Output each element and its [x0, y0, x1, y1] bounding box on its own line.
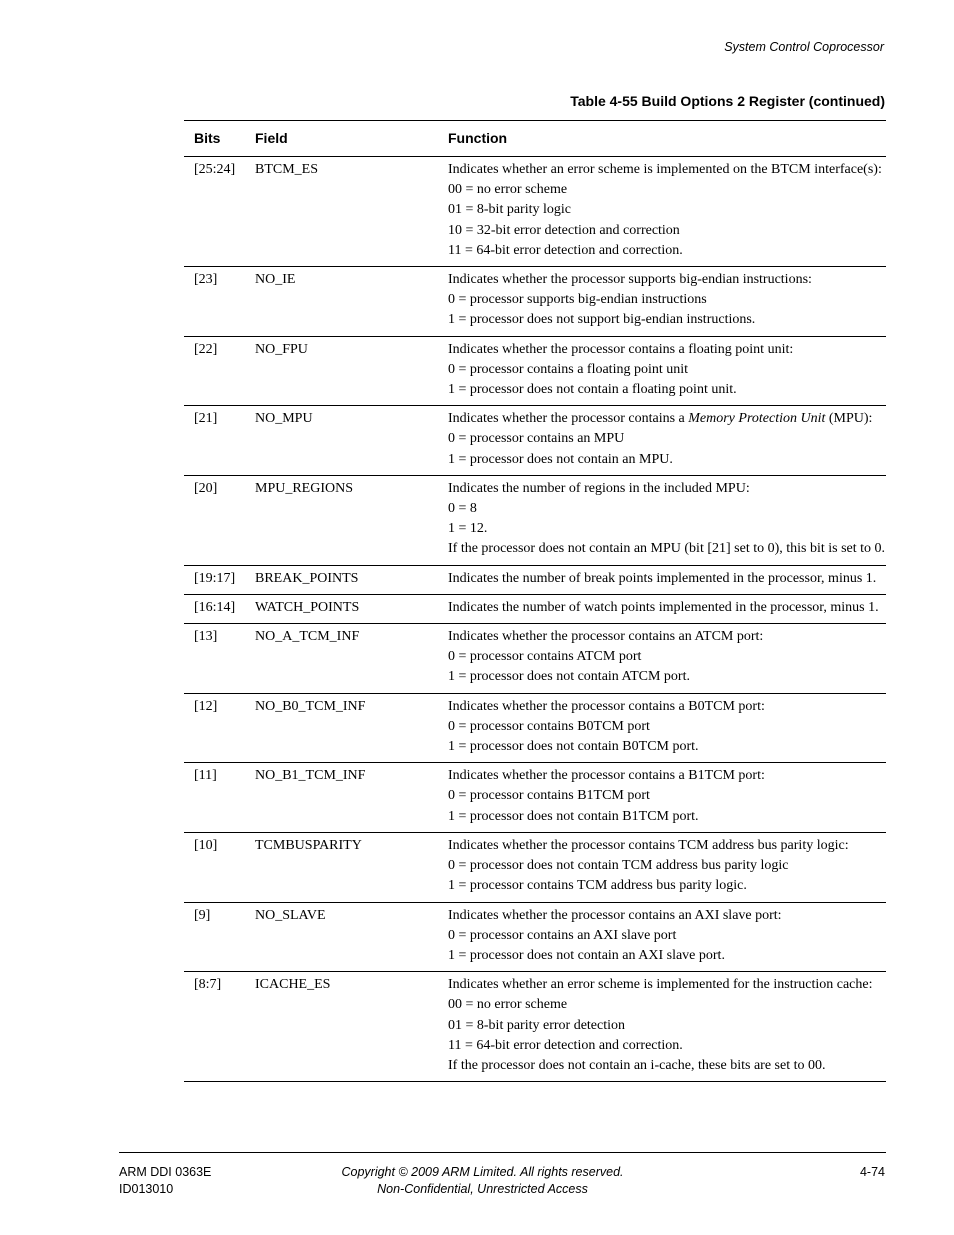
function-line — [448, 737, 886, 757]
function-text: 0 = processor contains B0TCM port — [448, 718, 650, 734]
function-line — [448, 180, 886, 200]
function-line — [448, 995, 886, 1015]
function-text: 1 = processor does not contain an AXI slave port. — [448, 947, 725, 963]
function-text: Indicates whether an error scheme is implemented for the instruction cache: — [448, 977, 873, 993]
function-text: 1 = processor does not contain ATCM port. — [448, 669, 690, 685]
function-text: Indicates whether the processor contains a B1TCM port: — [448, 768, 765, 784]
function-line — [448, 241, 886, 261]
function-line — [448, 270, 886, 290]
table-row — [184, 972, 886, 1082]
running-header: System Control Coprocessor — [724, 40, 884, 54]
document-id: ARM DDI 0363E — [119, 1165, 212, 1179]
field-cell: NO_IE — [255, 267, 448, 337]
function-text: 1 = processor contains TCM address bus parity logic. — [448, 878, 747, 894]
field-cell: BTCM_ES — [255, 157, 448, 267]
function-cell — [448, 763, 886, 833]
function-line — [448, 876, 886, 896]
function-text: 1 = processor does not support big-endian instructions. — [448, 312, 756, 328]
function-line — [448, 975, 886, 995]
function-line — [448, 766, 886, 786]
field-cell: NO_FPU — [255, 336, 448, 406]
footer-left — [119, 1164, 211, 1197]
field-cell: NO_B1_TCM_INF — [255, 763, 448, 833]
access-notice: Non-Confidential, Unrestricted Access — [377, 1181, 588, 1196]
function-text: 1 = processor does not contain an MPU. — [448, 451, 673, 467]
function-line — [448, 598, 886, 618]
field-cell: BREAK_POINTS — [255, 565, 448, 594]
function-text: 00 = no error scheme — [448, 182, 568, 198]
function-line — [448, 380, 886, 400]
function-line — [448, 1016, 886, 1036]
function-line — [448, 221, 886, 241]
function-text: Indicates whether the processor contains an AXI slave port: — [448, 907, 782, 923]
function-text: (MPU): — [825, 411, 873, 427]
function-text: 01 = 8-bit parity error detection — [448, 1017, 626, 1033]
function-text: Indicates whether the processor contains a B0TCM port: — [448, 698, 765, 714]
field-cell: WATCH_POINTS — [255, 594, 448, 623]
function-text: 0 = processor contains a floating point unit — [448, 361, 689, 377]
function-line — [448, 450, 886, 470]
field-cell: MPU_REGIONS — [255, 475, 448, 565]
function-line — [448, 926, 886, 946]
function-cell — [448, 972, 886, 1082]
function-line — [448, 360, 886, 380]
copyright-notice: Copyright © 2009 ARM Limited. All rights reserved. — [341, 1165, 624, 1179]
function-line — [448, 160, 886, 180]
field-cell: NO_B0_TCM_INF — [255, 693, 448, 763]
bits-cell: [13] — [184, 624, 255, 694]
function-line — [448, 429, 886, 449]
field-cell: NO_MPU — [255, 406, 448, 476]
function-term: Memory Protection Unit — [688, 411, 826, 427]
function-line — [448, 340, 886, 360]
function-text: Indicates whether an error scheme is implemented on the BTCM interface(s): — [448, 162, 882, 177]
function-text: Indicates whether the processor contains an ATCM port: — [448, 629, 764, 645]
function-line — [448, 310, 886, 330]
function-line — [448, 667, 886, 687]
function-text: If the processor does not contain an MPU (bit [21] set to 0), this bit is set to 0. — [448, 541, 886, 557]
function-text: 10 = 32-bit error detection and correction — [448, 222, 680, 238]
bits-cell: [8:7] — [184, 972, 255, 1082]
bits-cell: [19:17] — [184, 565, 255, 594]
bits-cell: [11] — [184, 763, 255, 833]
table-body — [184, 157, 886, 1082]
table-row — [184, 832, 886, 902]
issue-id: ID013010 — [119, 1181, 174, 1196]
page-number: 4-74 — [859, 1165, 885, 1179]
function-text: 1 = processor does not contain B1TCM port. — [448, 808, 699, 824]
function-text: 0 = processor contains ATCM port — [448, 649, 642, 665]
function-text: 0 = processor supports big-endian instructions — [448, 292, 707, 308]
function-cell — [448, 565, 886, 594]
function-text: Indicates the number of watch points implemented in the processor, minus 1. — [448, 599, 879, 615]
function-line — [448, 786, 886, 806]
function-text: Indicates the number of regions in the included MPU: — [448, 480, 750, 496]
function-text: 0 = processor contains an AXI slave port — [448, 927, 677, 943]
register-table — [184, 120, 886, 1082]
function-cell — [448, 594, 886, 623]
function-line — [448, 627, 886, 647]
column-header-bits: Bits — [184, 121, 255, 157]
field-cell: ICACHE_ES — [255, 972, 448, 1082]
function-cell — [448, 406, 886, 476]
field-cell: TCMBUSPARITY — [255, 832, 448, 902]
function-cell — [448, 832, 886, 902]
function-cell — [448, 902, 886, 972]
function-text: 0 = 8 — [448, 501, 477, 517]
function-line — [448, 569, 886, 589]
function-line — [448, 647, 886, 667]
function-line — [448, 409, 886, 429]
footer-rule — [119, 1152, 886, 1153]
table-row — [184, 336, 886, 406]
function-line — [448, 539, 886, 559]
function-cell — [448, 693, 886, 763]
function-text: 01 = 8-bit parity logic — [448, 202, 571, 218]
table-row — [184, 902, 886, 972]
function-line — [448, 697, 886, 717]
bits-cell: [10] — [184, 832, 255, 902]
function-text: 1 = 12. — [448, 521, 488, 537]
function-line — [448, 1036, 886, 1056]
function-line — [448, 946, 886, 966]
table-row — [184, 267, 886, 337]
table-row — [184, 406, 886, 476]
table-row — [184, 624, 886, 694]
table-row — [184, 157, 886, 267]
function-line — [448, 836, 886, 856]
bits-cell: [22] — [184, 336, 255, 406]
function-line — [448, 290, 886, 310]
function-text: 11 = 64-bit error detection and correction. — [448, 1037, 683, 1053]
function-text: Indicates whether the processor contains a — [448, 411, 689, 427]
bits-cell: [23] — [184, 267, 255, 337]
function-cell — [448, 336, 886, 406]
function-cell — [448, 267, 886, 337]
table-title: Table 4-55 Build Options 2 Register (continued) — [570, 93, 885, 109]
field-cell: NO_SLAVE — [255, 902, 448, 972]
function-line — [448, 1056, 886, 1076]
function-line — [448, 519, 886, 539]
table-row — [184, 763, 886, 833]
bits-cell: [20] — [184, 475, 255, 565]
function-line — [448, 856, 886, 876]
bits-cell: [25:24] — [184, 157, 255, 267]
bits-cell: [21] — [184, 406, 255, 476]
function-text: Indicates whether the processor contains TCM address bus parity logic: — [448, 837, 849, 853]
function-text: Indicates whether the processor contains a floating point unit: — [448, 341, 794, 357]
table-row — [184, 594, 886, 623]
function-cell — [448, 475, 886, 565]
function-text: 1 = processor does not contain B0TCM port. — [448, 739, 699, 755]
function-text: Indicates the number of break points implemented in the processor, minus 1. — [448, 570, 877, 586]
function-text: 0 = processor contains an MPU — [448, 431, 625, 447]
function-text: 1 = processor does not contain a floating point unit. — [448, 382, 737, 398]
table-row — [184, 475, 886, 565]
table-header-row — [184, 121, 886, 157]
bits-cell: [9] — [184, 902, 255, 972]
table-row — [184, 565, 886, 594]
function-line — [448, 906, 886, 926]
function-text: 00 = no error scheme — [448, 997, 568, 1013]
function-cell — [448, 624, 886, 694]
function-line — [448, 807, 886, 827]
function-text: 11 = 64-bit error detection and correction. — [448, 242, 683, 258]
field-cell: NO_A_TCM_INF — [255, 624, 448, 694]
function-line — [448, 479, 886, 499]
function-line — [448, 200, 886, 220]
function-text: 0 = processor does not contain TCM address bus parity logic — [448, 858, 789, 874]
function-line — [448, 717, 886, 737]
table-row — [184, 693, 886, 763]
function-cell — [448, 157, 886, 267]
function-text: Indicates whether the processor supports big-endian instructions: — [448, 272, 812, 288]
footer-center — [300, 1164, 665, 1197]
function-line — [448, 499, 886, 519]
column-header-field: Field — [255, 121, 448, 157]
column-header-function: Function — [448, 121, 886, 157]
function-text: If the processor does not contain an i-cache, these bits are set to 00. — [448, 1057, 826, 1073]
function-text: 0 = processor contains B1TCM port — [448, 788, 650, 804]
bits-cell: [12] — [184, 693, 255, 763]
bits-cell: [16:14] — [184, 594, 255, 623]
